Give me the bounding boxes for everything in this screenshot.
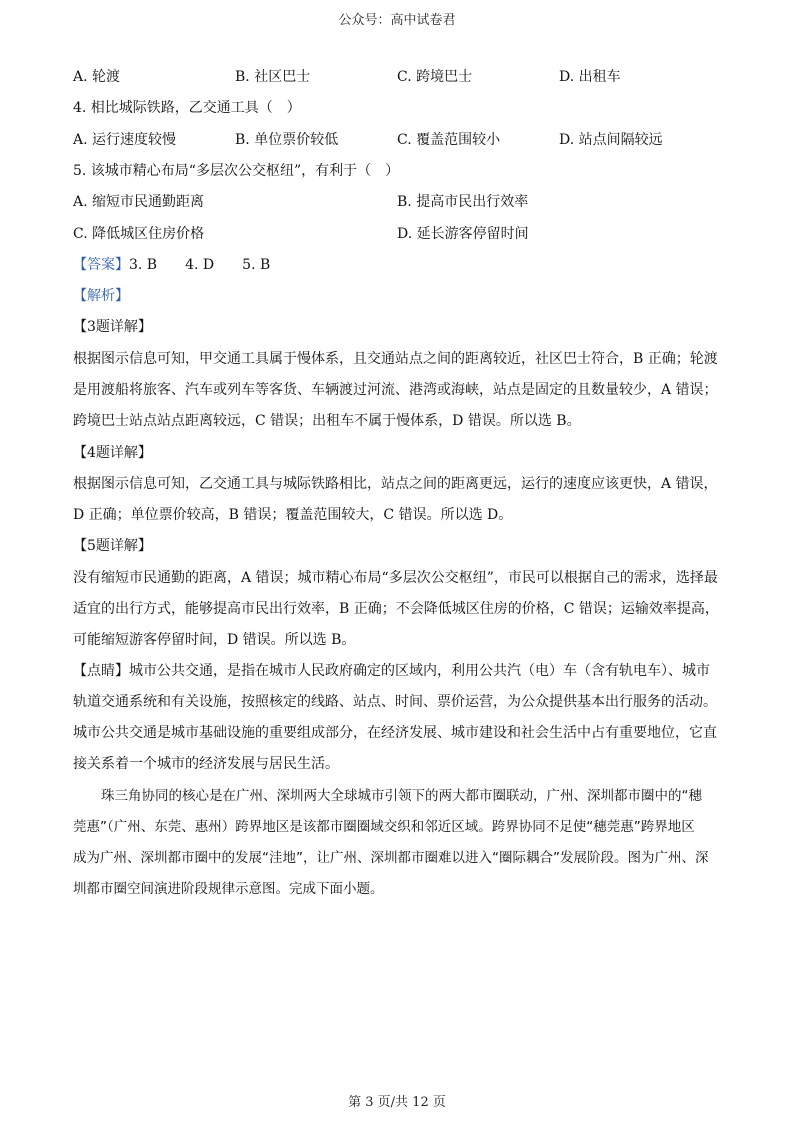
detail5-line: 可能缩短游客停留时间，D 错误。所以选 B。 bbox=[73, 632, 356, 648]
answer-line bbox=[73, 255, 270, 275]
q5-option-a: A. 缩短市民通勤距离 bbox=[73, 194, 205, 210]
detail3-title: 【3题详解】 bbox=[73, 319, 152, 335]
tip-first-line bbox=[73, 661, 710, 681]
q3-option-a: A. 轮渡 bbox=[73, 69, 121, 85]
q5-stem: 5. 该城市精心布局“多层次公交枢纽”，有利于（ ） bbox=[73, 163, 400, 179]
q4-option-b: B. 单位票价较低 bbox=[235, 132, 339, 148]
detail3-line: 是用渡船将旅客、汽车或列车等客货、车辆渡过河流、港湾或海峡，站点是固定的且数量较少，A 错误； bbox=[73, 382, 718, 398]
passage-line: 莞惠”（广州、东莞、惠州）跨界地区是该都市圈圈域交织和邻近区域。跨界协同不足使“穗莞惠”跨界地区 bbox=[73, 819, 695, 835]
q3-option-d: D. 出租车 bbox=[559, 69, 621, 85]
q5-option-b: B. 提高市民出行效率 bbox=[397, 194, 529, 210]
q4-option-c: C. 覆盖范围较小 bbox=[397, 132, 501, 148]
detail5-line: 适宜的出行方式，能够提高市民出行效率，B 正确；不会降低城区住房的价格，C 错误；运输效率提高， bbox=[73, 601, 719, 617]
tip-first-text: 城市公共交通，是指在城市人民政府确定的区域内，利用公共汽（电）车（含有轨电车）、城市 bbox=[129, 663, 710, 679]
detail5-line: 没有缩短市民通勤的距离，A 错误；城市精心布局“多层次公交枢纽”，市民可以根据自己的需求，选择最 bbox=[73, 570, 718, 586]
answer-3: 3. B bbox=[129, 257, 158, 273]
page-footer: 第 3 页/共 12 页 bbox=[348, 1095, 446, 1110]
detail5-title: 【5题详解】 bbox=[73, 538, 152, 554]
answer-4: 4. D bbox=[185, 257, 215, 273]
passage-line: 成为广州、深圳都市圈中的发展“洼地”，让广州、深圳都市圈难以进入“圈际耦合”发展阶段。图为广州、深 bbox=[73, 850, 709, 866]
passage-line: 圳都市圈空间演进阶段规律示意图。完成下面小题。 bbox=[73, 881, 384, 897]
q4-option-a: A. 运行速度较慢 bbox=[73, 132, 177, 148]
q5-option-d: D. 延长游客停留时间 bbox=[397, 226, 529, 242]
analysis-tag: 【解析】 bbox=[73, 288, 129, 304]
q5-option-c: C. 降低城区住房价格 bbox=[73, 226, 205, 242]
detail4-line: D 正确；单位票价较高，B 错误；覆盖范围较大，C 错误。所以选 D。 bbox=[73, 507, 513, 523]
tip-tag: 【点睛】 bbox=[73, 663, 129, 679]
q3-option-c: C. 跨境巴士 bbox=[397, 69, 473, 85]
q4-stem: 4. 相比城际铁路，乙交通工具（ ） bbox=[73, 100, 301, 116]
answer-5: 5. B bbox=[242, 257, 271, 273]
page-header: 公众号：高中试卷君 bbox=[338, 13, 456, 28]
detail3-line: 跨境巴士站点站点距离较远，C 错误；出租车不属于慢体系，D 错误。所以选 B。 bbox=[73, 413, 581, 429]
tip-line: 接关系着一个城市的经济发展与居民生活。 bbox=[73, 756, 339, 772]
detail3-line: 根据图示信息可知，甲交通工具属于慢体系，且交通站点之间的距离较近，社区巴士符合，B 正确；轮渡 bbox=[73, 351, 718, 367]
detail4-title: 【4题详解】 bbox=[73, 445, 152, 461]
q3-option-b: B. 社区巴士 bbox=[235, 69, 311, 85]
tip-line: 轨道交通系统和有关设施，按照核定的线路、站点、时间、票价运营，为公众提供基本出行服务的活动。 bbox=[73, 694, 717, 710]
passage-line: 珠三角协同的核心是在广州、深圳两大全球城市引领下的两大都市圈联动，广州、深圳都市圈中的“穗 bbox=[101, 788, 702, 804]
detail4-line: 根据图示信息可知，乙交通工具与城际铁路相比，站点之间的距离更远，运行的速度应该更快，A 错误， bbox=[73, 476, 718, 492]
answer-tag: 【答案】 bbox=[73, 257, 129, 273]
q4-option-d: D. 站点间隔较远 bbox=[559, 132, 663, 148]
tip-line: 城市公共交通是城市基础设施的重要组成部分，在经济发展、城市建设和社会生活中占有重要地位，它直 bbox=[73, 725, 717, 741]
